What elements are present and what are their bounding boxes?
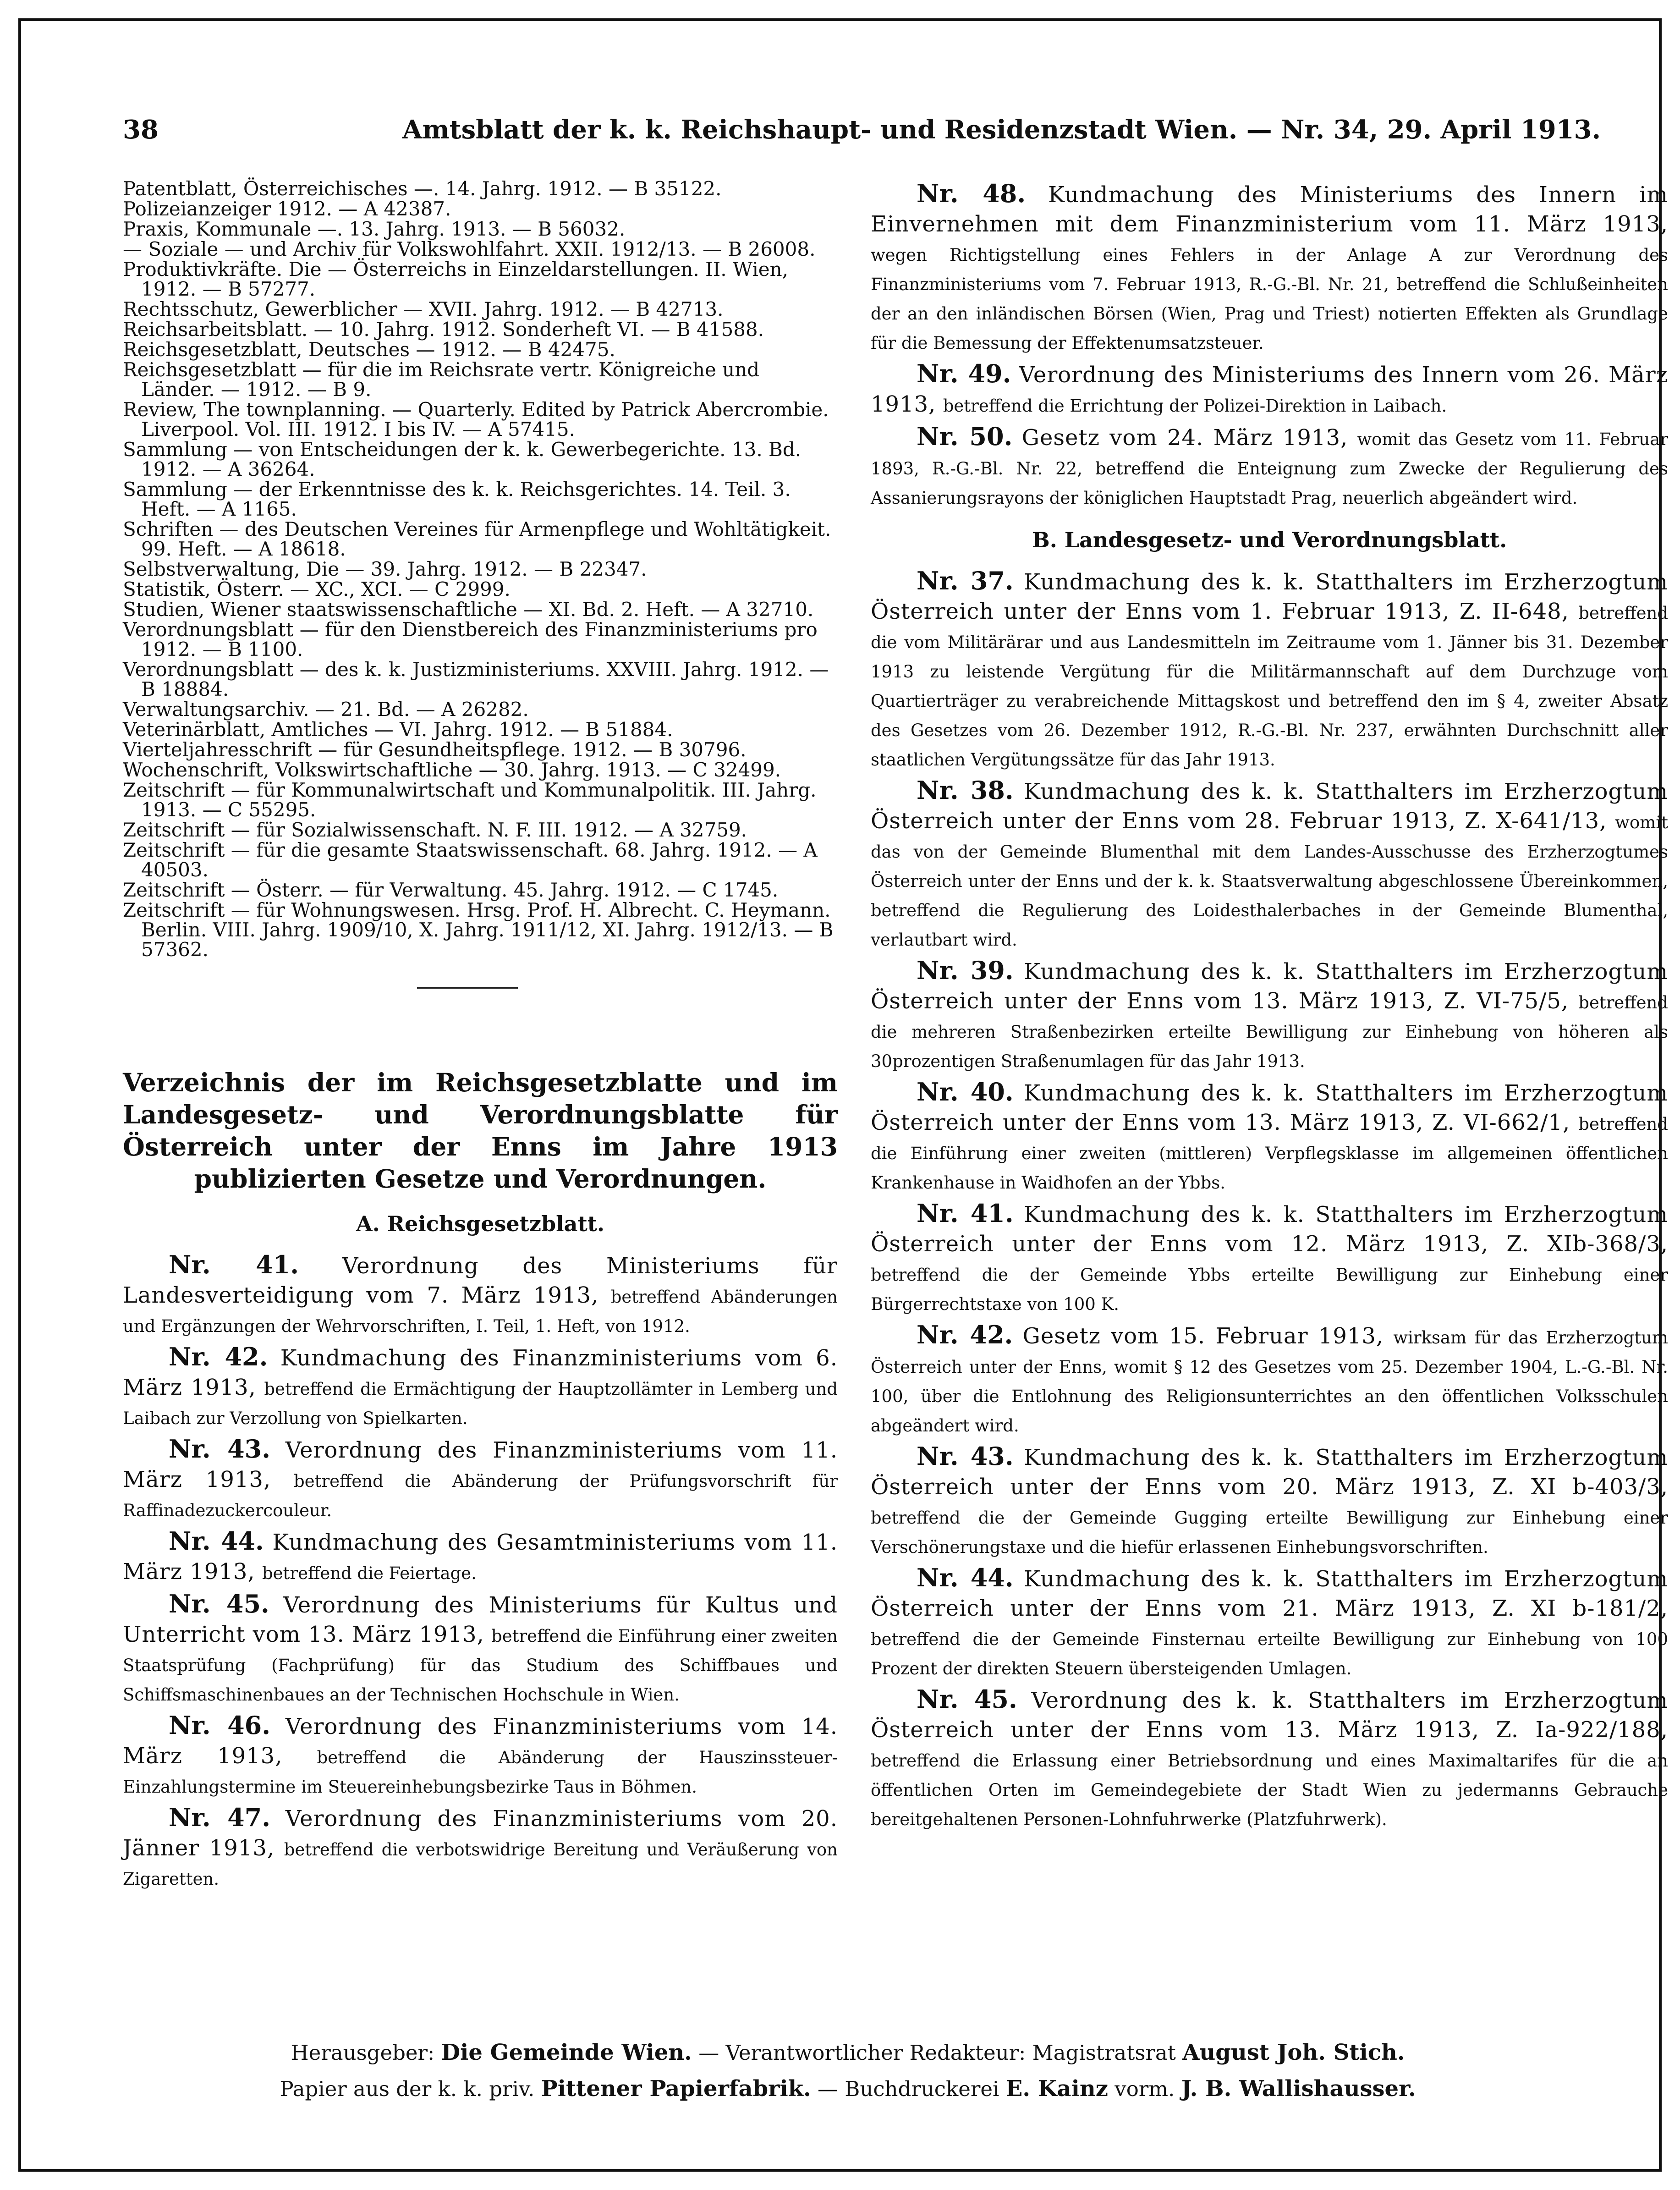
law-number: Nr. 49.	[917, 359, 1011, 388]
library-entry: Statistik, Österr. — XC., XCI. — C 2999.	[123, 578, 511, 600]
section-a-continued-list	[871, 179, 1668, 511]
law-entry	[871, 1442, 1668, 1560]
library-entry: Verordnungsblatt — für den Dienstbereich des Finanzministeriums pro 1912. — B 1100.	[123, 618, 818, 660]
law-description: betreffend die Erlassung einer Betriebsordnung und eines Maximaltarifes für die an öffentlichen Orten im Gemeindegebiete der Stadt Wien zu jedermanns Gebrauche bereitgehaltenen Personen-Lohnfuhrwerke (Platzfuhrwerk).	[871, 1751, 1668, 1829]
law-number: Nr. 44.	[169, 1526, 264, 1556]
law-number: Nr. 45.	[917, 1684, 1017, 1714]
paper-mill-name: Pittener Papierfabrik.	[541, 2076, 811, 2102]
law-title: Kundmachung des Ministeriums des Innern im Einvernehmen mit dem Finanzministerium vom 11. März 1913,	[871, 182, 1668, 237]
library-entry: Selbstverwaltung, Die — 39. Jahrg. 1912. — B 22347.	[123, 558, 647, 580]
law-entry	[871, 1199, 1668, 1317]
law-description: wegen Richtigstellung eines Fehlers in der Anlage A zur Verordnung des Finanzministeriums vom 7. Februar 1913, R.-G.-Bl. Nr. 21, betreffend die Schlußeinheiten der an den inländischen Börsen (Wien, Prag und Triest) notierten Effekten als Grundlage für die Bemessung der Effektenumsatzsteuer.	[871, 245, 1668, 353]
law-title: Kundmachung des k. k. Statthalters im Erzherzogtum Österreich unter der Enns vom 13. März 1913, Z. VI-75/5,	[871, 959, 1668, 1014]
section-a-heading: A. Reichsgesetzblatt.	[356, 1211, 604, 1236]
library-entry: Zeitschrift — für Sozialwissenschaft. N. F. III. 1912. — A 32759.	[123, 819, 747, 841]
library-entry: Verwaltungsarchiv. — 21. Bd. — A 26282.	[123, 698, 529, 721]
library-entry: Schriften — des Deutschen Vereines für Armenpflege und Wohltätigkeit. 99. Heft. — A 18618.	[123, 518, 831, 560]
law-description: betreffend die Ermächtigung der Hauptzollämter in Lemberg und Laibach zur Verzollung von Spielkarten.	[123, 1379, 838, 1428]
law-number: Nr. 41.	[169, 1250, 299, 1279]
library-entry: Review, The townplanning. — Quarterly. Edited by Patrick Abercrombie. Liverpool. Vol. III. 1912. I bis IV. — A 57415.	[123, 398, 829, 440]
library-entry: — Soziale — und Archiv für Volkswohlfahrt. XXII. 1912/13. — B 26008.	[123, 238, 816, 260]
editor-name: August Joh. Stich.	[1182, 2040, 1405, 2065]
library-entry: Zeitschrift — für Kommunalwirtschaft und Kommunalpolitik. III. Jahrg. 1913. — C 55295.	[123, 779, 817, 821]
library-entry: Patentblatt, Österreichisches —. 14. Jahrg. 1912. — B 35122.	[123, 177, 722, 200]
law-title: Kundmachung des k. k. Statthalters im Erzherzogtum Österreich unter der Enns vom 12. März 1913, Z. XIb-368/3,	[871, 1202, 1668, 1257]
law-entry	[123, 1589, 838, 1708]
law-description: betreffend die vom Militärärar und aus Landesmitteln im Zeitraume vom 1. Jänner bis 31. Dezember 1913 zu leistende Vergütung für die Militärmannschaft auf dem Durchzuge vom Quartierträger zu verabreichende Mittagskost und betreffend den im § 4, zweiter Absatz des Gesetzes vom 26. Dezember 1912, R.-G.-Bl. Nr. 237, erwähnten Durchschnitt aller staatlichen Vergütungssätze für das Jahr 1913.	[871, 603, 1669, 770]
law-entry	[871, 422, 1668, 511]
law-description: betreffend die der Gemeinde Gugging erteilte Bewilligung zur Einhebung einer Verschönerungstaxe und die hiefür erlassenen Einhebungsvorschriften.	[871, 1508, 1668, 1557]
law-title: Verordnung des Finanzministeriums vom 11. März 1913,	[123, 1437, 838, 1492]
imprint-line-publisher	[92, 2039, 1604, 2067]
law-number: Nr. 46.	[169, 1711, 271, 1740]
law-title: Verordnung des Ministeriums des Innern vom 26. März 1913,	[871, 362, 1669, 417]
law-entry	[871, 776, 1668, 953]
law-entry	[123, 1803, 838, 1892]
section-separator	[417, 987, 518, 989]
law-entry	[871, 1684, 1668, 1832]
law-title: Kundmachung des k. k. Statthalters im Erzherzogtum Österreich unter der Enns vom 28. Februar 1913, Z. X-641/13,	[871, 779, 1668, 834]
right-column	[871, 179, 1668, 1835]
header-title: Amtsblatt der k. k. Reichshaupt- und Residenzstadt Wien. — Nr. 34, 29. April 1913.	[402, 115, 1601, 145]
library-entry: Verordnungsblatt — des k. k. Justizministeriums. XXVIII. Jahrg. 1912. — B 18884.	[123, 658, 829, 700]
library-entry: Rechtsschutz, Gewerblicher — XVII. Jahrg. 1912. — B 42713.	[123, 298, 724, 320]
library-entry: Zeitschrift — für die gesamte Staatswissenschaft. 68. Jahrg. 1912. — A 40503.	[123, 839, 818, 881]
law-title: Kundmachung des k. k. Statthalters im Erzherzogtum Österreich unter der Enns vom 13. März 1913, Z. VI-662/1,	[871, 1080, 1668, 1135]
law-description: betreffend die mehreren Straßenbezirken erteilte Bewilligung zur Einhebung von höheren als 30prozentigen Straßenumlagen für das Jahr 1913.	[871, 993, 1668, 1071]
law-description: betreffend die Feiertage.	[262, 1563, 477, 1583]
law-description: betreffend Abänderungen und Ergänzungen der Wehrvorschriften, I. Teil, 1. Heft, von 1912.	[123, 1287, 838, 1336]
law-description: womit das von der Gemeinde Blumenthal mit dem Landes-Ausschusse des Erzherzogtumes Österreich unter der Enns und der k. k. Staatsverwaltung abgeschlossene Übereinkommen, betreffend die Regulierung des Loidesthalerbaches in der Gemeinde Blumenthal, verlautbart wird.	[871, 813, 1669, 950]
law-number: Nr. 39.	[917, 956, 1014, 985]
library-entry: Reichsgesetzblatt — für die im Reichsrate vertr. Königreiche und Länder. — 1912. — B 9.	[123, 358, 760, 401]
law-entry	[871, 956, 1668, 1074]
library-entry-list	[123, 179, 838, 959]
law-title: Kundmachung des k. k. Statthalters im Erzherzogtum Österreich unter der Enns vom 1. Februar 1913, Z. II-648,	[871, 569, 1668, 624]
law-title: Kundmachung des Gesamtministeriums vom 11. März 1913,	[123, 1530, 838, 1585]
law-number: Nr. 45.	[169, 1589, 269, 1618]
section-a-list	[123, 1250, 838, 1892]
law-description: betreffend die verbotswidrige Bereitung und Veräußerung von Zigaretten.	[123, 1840, 838, 1889]
law-title: Verordnung des Ministeriums für Kultus und Unterricht vom 13. März 1913,	[123, 1592, 838, 1647]
imprint-text: Papier aus der k. k. priv.	[280, 2077, 535, 2101]
law-number: Nr. 42.	[917, 1320, 1013, 1349]
law-entry	[871, 1077, 1668, 1196]
library-entry: Polizeianzeiger 1912. — A 42387.	[123, 198, 451, 220]
law-number: Nr. 38.	[917, 776, 1014, 805]
law-number: Nr. 47.	[169, 1803, 271, 1832]
publisher-name: Die Gemeinde Wien.	[441, 2040, 692, 2065]
law-number: Nr. 50.	[917, 422, 1013, 451]
law-entry	[871, 1563, 1668, 1682]
imprint-text: vorm.	[1115, 2077, 1175, 2101]
library-entry: Wochenschrift, Volkswirtschaftliche — 30. Jahrg. 1913. — C 32499.	[123, 759, 781, 781]
imprint-footer	[92, 2039, 1604, 2103]
law-entry	[871, 566, 1668, 773]
section-b-heading: B. Landesgesetz- und Verordnungsblatt.	[1032, 528, 1507, 552]
library-entry: Sammlung — der Erkenntnisse des k. k. Reichsgerichtes. 14. Teil. 3. Heft. — A 1165.	[123, 478, 791, 520]
left-column	[123, 179, 838, 1895]
imprint-line-printer	[92, 2075, 1604, 2103]
imprint-text: — Buchdruckerei	[817, 2077, 999, 2101]
library-entry: Studien, Wiener staatswissenschaftliche — XI. Bd. 2. Heft. — A 32710.	[123, 598, 814, 621]
law-number: Nr. 42.	[169, 1342, 268, 1371]
library-entry: Produktivkräfte. Die — Österreichs in Einzeldarstellungen. II. Wien, 1912. — B 57277.	[123, 258, 789, 300]
library-entry: Zeitschrift — Österr. — für Verwaltung. 45. Jahrg. 1912. — C 1745.	[123, 879, 779, 901]
running-header	[123, 115, 1601, 160]
law-title: Kundmachung des k. k. Statthalters im Erzherzogtum Österreich unter der Enns vom 21. März 1913, Z. XI b-181/2,	[871, 1566, 1668, 1621]
law-entry	[871, 359, 1668, 419]
library-entry: Praxis, Kommunale —. 13. Jahrg. 1913. — B 56032.	[123, 218, 626, 240]
law-description: betreffend die Einführung einer zweiten (mittleren) Verpflegsklasse im allgemeinen öffentlichen Krankenhause in Waidhofen an der Ybbs.	[871, 1114, 1668, 1193]
library-entry: Vierteljahresschrift — für Gesundheitspflege. 1912. — B 30796.	[123, 738, 747, 761]
law-title: Verordnung des Finanzministeriums vom 20. Jänner 1913,	[123, 1806, 838, 1861]
law-entry	[871, 1320, 1668, 1439]
law-title: Verordnung des Finanzministeriums vom 14. März 1913,	[123, 1714, 838, 1769]
section-b-list	[871, 566, 1668, 1832]
library-entry: Reichsarbeitsblatt. — 10. Jahrg. 1912. Sonderheft VI. — B 41588.	[123, 318, 764, 341]
law-number: Nr. 43.	[917, 1442, 1014, 1471]
law-entry	[123, 1526, 838, 1586]
law-number: Nr. 40.	[917, 1077, 1014, 1106]
law-description: betreffend die der Gemeinde Finsternau erteilte Bewilligung zur Einhebung von 100 Prozent der direkten Steuern übersteigenden Umlagen.	[871, 1629, 1668, 1678]
law-description: betreffend die der Gemeinde Ybbs erteilte Bewilligung zur Einhebung einer Bürgerrechtstaxe von 100 K.	[871, 1265, 1668, 1314]
law-description: betreffend die Einführung einer zweiten Staatsprüfung (Fachprüfung) für das Studium des Schiffbaues und Schiffsmaschinenbaues an der Technischen Hochschule in Wien.	[123, 1626, 838, 1705]
law-entry	[123, 1250, 838, 1339]
imprint-text: Herausgeber:	[291, 2041, 435, 2065]
page-number: 38	[123, 115, 159, 145]
printer-predecessor-name: J. B. Wallishausser.	[1181, 2076, 1416, 2102]
library-entry: Reichsgesetzblatt, Deutsches — 1912. — B 42475.	[123, 338, 615, 361]
law-number: Nr. 44.	[917, 1563, 1014, 1592]
law-description: betreffend die Abänderung der Prüfungsvorschrift für Raffinadezuckercouleur.	[123, 1471, 838, 1520]
law-number: Nr. 41.	[917, 1199, 1014, 1228]
law-entry	[871, 179, 1668, 356]
law-entry	[123, 1342, 838, 1431]
law-description: betreffend die Errichtung der Polizei-Direktion in Laibach.	[943, 396, 1447, 416]
law-title: Kundmachung des Finanzministeriums vom 6. März 1913,	[123, 1345, 838, 1400]
library-entry: Zeitschrift — für Wohnungswesen. Hrsg. Prof. H. Albrecht. C. Heymann. Berlin. VIII. Jahrg. 1909/10, X. Jahrg. 1911/12, XI. Jahrg. 1912/13. — B 57362.	[123, 899, 834, 961]
law-number: Nr. 48.	[917, 179, 1026, 208]
law-title: Verordnung des k. k. Statthalters im Erzherzogtum Österreich unter der Enns vom 13. März 1913, Z. Ia-922/188,	[871, 1688, 1668, 1743]
law-number: Nr. 43.	[169, 1434, 271, 1464]
law-title: Kundmachung des k. k. Statthalters im Erzherzogtum Österreich unter der Enns vom 20. März 1913, Z. XI b-403/3,	[871, 1445, 1668, 1500]
law-number: Nr. 37.	[917, 566, 1014, 595]
law-title: Gesetz vom 24. März 1913,	[1021, 425, 1348, 451]
verzeichnis-heading: Verzeichnis der im Reichsgesetzblatte und im Landesgesetz- und Verordnungsblatte für Österreich unter der Enns im Jahre 1913 publizierten Gesetze und Verordnungen.	[123, 1067, 838, 1194]
law-entry	[123, 1434, 838, 1524]
law-entry	[123, 1711, 838, 1800]
printer-name: E. Kainz	[1005, 2076, 1108, 2102]
law-description: wirksam für das Erzherzogtum Österreich unter der Enns, womit § 12 des Gesetzes vom 25. Dezember 1904, L.-G.-Bl. Nr. 100, über die Entlohnung des Religionsunterrichtes an den öffentlichen Volksschulen abgeändert wird.	[871, 1328, 1669, 1436]
imprint-text: — Verantwortlicher Redakteur: Magistratsrat	[698, 2041, 1176, 2065]
law-description: betreffend die Abänderung der Hauszinssteuer-Einzahlungstermine im Steuereinhebungsbezirke Taus in Böhmen.	[123, 1748, 838, 1797]
library-entry: Sammlung — von Entscheidungen der k. k. Gewerbegerichte. 13. Bd. 1912. — A 36264.	[123, 438, 802, 480]
library-entry: Veterinärblatt, Amtliches — VI. Jahrg. 1912. — B 51884.	[123, 718, 673, 741]
law-title: Verordnung des Ministeriums für Landesverteidigung vom 7. März 1913,	[123, 1253, 838, 1308]
law-title: Gesetz vom 15. Februar 1913,	[1022, 1323, 1384, 1349]
law-description: womit das Gesetz vom 11. Februar 1893, R.-G.-Bl. Nr. 22, betreffend die Enteignung zum Zwecke der Regulierung des Assanierungsrayons der königlichen Hauptstadt Prag, neuerlich abgeändert wird.	[871, 429, 1669, 508]
